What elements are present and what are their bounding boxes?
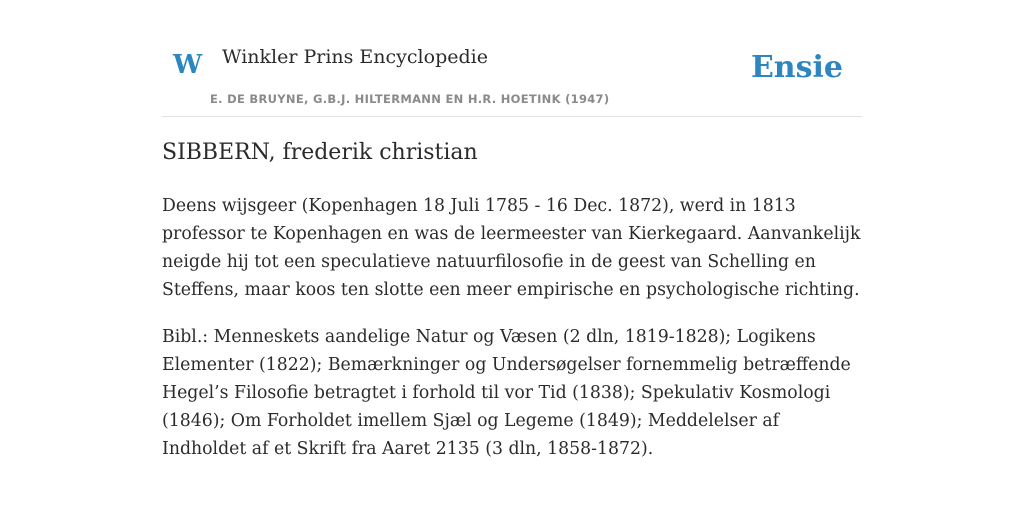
entry-title: SIBBERN, frederik christian <box>162 140 478 165</box>
entry-paragraph: Deens wijsgeer (Kopenhagen 18 Juli 1785 - 16 Dec. 1872), werd in 1813 professor te Kopenhagen en was de leermeester van Kierkegaard. Aanvankelijk neigde hij tot een speculatieve natuurfilosofie in de geest van Schelling en Steffens, maar koos ten slotte een meer empirische en psychologische richting. <box>162 196 861 300</box>
ensie-logo-link[interactable]: Ensie <box>750 50 843 85</box>
encyclopedia-header <box>162 40 862 117</box>
encyclopedia-title[interactable]: Winkler Prins Encyclopedie <box>222 46 488 68</box>
encyclopedia-authors: E. DE BRUYNE, G.B.J. HILTERMANN EN H.R. HOETINK (1947) <box>210 92 610 106</box>
entry-bibliography: Bibl.: Menneskets aandelige Natur og Væsen (2 dln, 1819-1828); Logikens Elementer (1822); Bemærkninger og Undersøgelser fornemmelig betræffende Hegel’s Filosofie betragtet i forhold til vor Tid (1838); Spekulativ Kosmologi (1846); Om Forholdet imellem Sjæl og Legeme (1849); Meddelelser af Indholdet af et Skrift fra Aaret 2135 (3 dln, 1858-1872). <box>162 327 851 459</box>
encyclopedia-logo: W <box>173 50 203 80</box>
